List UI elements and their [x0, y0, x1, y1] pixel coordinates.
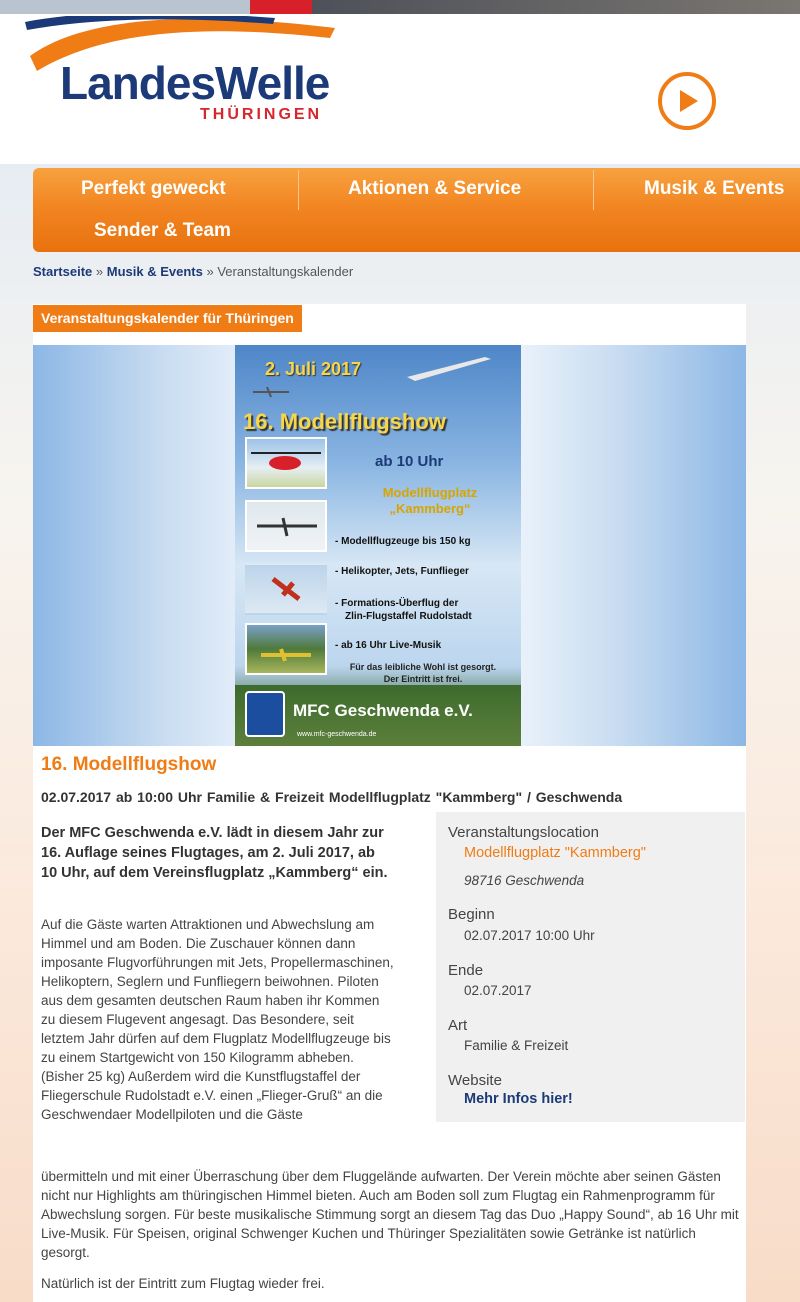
nav-item-aktionen-service[interactable]: Aktionen & Service: [348, 178, 522, 199]
poster-place-line1: Modellflugplatz: [382, 485, 478, 500]
breadcrumb-separator: »: [206, 264, 214, 279]
info-end-value: 02.07.2017: [464, 983, 532, 998]
poster-list-item: - Helikopter, Jets, Funflieger: [335, 566, 469, 577]
poster-footer-line2: Der Eintritt ist frei.: [383, 674, 463, 684]
breadcrumb-separator: »: [95, 264, 104, 279]
breadcrumb-home-link[interactable]: Startseite: [33, 264, 93, 279]
top-strip-red: [250, 0, 312, 14]
poster-list-item: - Formations-Überflug der: [335, 598, 459, 609]
poster-photo-field: [245, 623, 327, 675]
breadcrumb-current: Veranstaltungskalender: [217, 264, 354, 279]
info-location-label: Veranstaltungslocation: [448, 824, 599, 841]
poster-place-line2: „Kammberg“: [389, 501, 471, 516]
poster-date: 2. Juli 2017: [265, 359, 362, 379]
ground-plane-icon: [247, 625, 325, 673]
info-start-label: Beginn: [448, 906, 495, 923]
poster-photo-aircraft: [245, 500, 327, 552]
nav-divider: [298, 170, 299, 210]
plane-icon: [253, 385, 289, 399]
event-description-part3: Natürlich ist der Eintritt zum Flugtag wieder frei.: [41, 1276, 325, 1291]
nav-item-musik-events[interactable]: Musik & Events: [644, 178, 785, 199]
info-location-link[interactable]: Modellflugplatz "Kammberg": [464, 845, 646, 861]
poster-photo-aerobatic: [245, 563, 327, 615]
poster-list-item: - ab 16 Uhr Live-Musik: [335, 640, 442, 651]
poster-list-item: Zlin-Flugstaffel Rudolstadt: [345, 611, 472, 622]
poster-place: [345, 485, 515, 517]
propeller-plane-icon: [247, 502, 325, 550]
section-title-tab: Veranstaltungskalender für Thüringen: [33, 305, 302, 332]
event-description-part1: Auf die Gäste warten Attraktionen und Abwechslung am Himmel und am Boden. Die Zuschauer können dann imposante Flugvorführungen mit Jets, Propellermaschinen, Helikoptern, Seglern und Funfliegern beiwohnen. Piloten aus dem gesamten deutschen Raum haben ihr Kommen zu diesem Flugevent angesagt. Das Besondere, seit letztem Jahr dürfen auf dem Flugplatz Modellflugzeuge bis zu einem Startgewicht von 150 Kilogramm abheben. (Bisher 25 kg) Außerdem wird die Kunstflugstaffel der Fliegerschule Rudolstadt e.V. einen „Flieger-Gruß“ an die Geschwendaer Modellpiloten und die Gäste: [41, 917, 394, 1122]
poster-footer-line1: Für das leibliche Wohl ist gesorgt.: [349, 662, 497, 672]
site-header: [0, 14, 800, 164]
nav-item-sender-team[interactable]: Sender & Team: [94, 220, 231, 241]
browser-top-strip: [0, 0, 800, 14]
top-strip-grey: [312, 0, 800, 14]
info-website-label: Website: [448, 1072, 502, 1089]
event-intro: Der MFC Geschwenda e.V. lädt in diesem Jahr zur 16. Auflage seines Flugtages, am 2. Juli 2017, ab 10 Uhr, auf dem Vereinsflugplatz „Kammberg“ ein.: [41, 825, 388, 881]
poster-club-name: MFC Geschwenda e.V.: [293, 701, 473, 720]
poster-photo-helicopter: [245, 437, 327, 489]
breadcrumb: [33, 264, 353, 279]
poster-title: 16. Modellflugshow: [243, 409, 446, 434]
info-end-label: Ende: [448, 962, 484, 979]
jet-icon: [405, 353, 495, 383]
main-navigation: [33, 168, 800, 252]
logo-wordmark[interactable]: LandesWelle: [60, 57, 330, 109]
info-location-city: 98716 Geschwenda: [464, 873, 585, 888]
info-start-value: 02.07.2017 10:00 Uhr: [464, 928, 595, 943]
event-poster-image: [235, 345, 521, 746]
event-meta: 02.07.2017 ab 10:00 Uhr Familie & Freizeit Modellflugplatz "Kammberg" / Geschwenda: [41, 789, 623, 805]
breadcrumb-section-link[interactable]: Musik & Events: [106, 264, 203, 279]
info-type-value: Familie & Freizeit: [464, 1038, 569, 1053]
info-website-link[interactable]: Mehr Infos hier!: [464, 1091, 573, 1107]
play-icon: [677, 88, 701, 114]
nav-divider: [593, 170, 594, 210]
event-description-part2: übermitteln und mit einer Überraschung über dem Fluggelände aufwarten. Der Verein möchte aber seinen Gästen nicht nur Highlights am thüringischen Himmel bieten. Auch am Boden soll zum Flugtag ein Rahmenprogramm für Abwechslung sorgen. Für beste musikalische Stimmung sorgt an diesem Tag das Duo „Happy Sound“, ab 16 Uhr mit Live-Musik. Für Speisen, original Schwenger Kuchen und Thüringer Spezialitäten sowie Getränke ist natürlich gesorgt.: [41, 1169, 739, 1260]
event-title: 16. Modellflugshow: [41, 754, 217, 775]
info-type-label: Art: [448, 1017, 468, 1034]
poster-time: ab 10 Uhr: [375, 453, 444, 470]
nav-item-perfekt-geweckt[interactable]: Perfekt geweckt: [81, 178, 226, 199]
play-stream-button[interactable]: [658, 72, 716, 130]
club-badge-icon: [245, 691, 285, 737]
helicopter-icon: [247, 439, 325, 487]
poster-footer: [333, 661, 513, 685]
logo-subline: THÜRINGEN: [200, 106, 323, 123]
poster-list-item: - Modellflugzeuge bis 150 kg: [335, 536, 471, 547]
poster-url: www.mfc-geschwenda.de: [297, 731, 377, 738]
aerobatic-plane-icon: [247, 565, 325, 613]
